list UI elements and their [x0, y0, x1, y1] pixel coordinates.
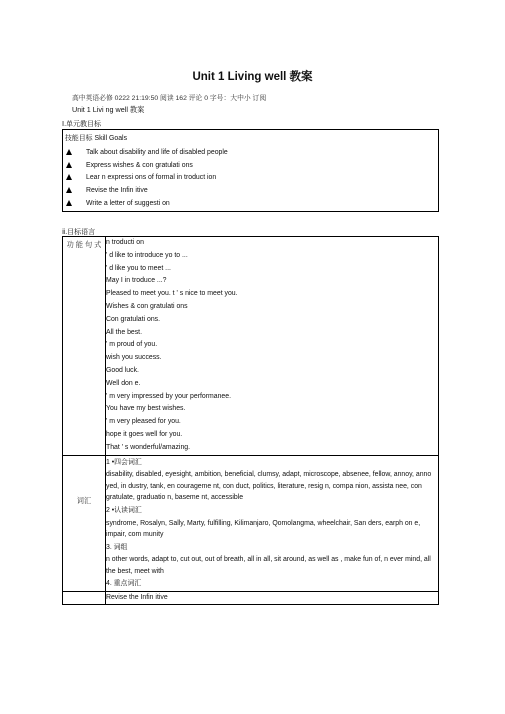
function-line: hope it goes well for you.: [106, 430, 183, 438]
vocab-heading: 2 •认读词汇: [106, 506, 142, 514]
function-line: Well don e.: [106, 379, 141, 387]
function-line: Pleased to meet you. t ' s nice to meet you.: [106, 290, 238, 298]
function-line: You have my best wishes.: [106, 405, 186, 413]
functions-label-cell: [63, 237, 106, 456]
empty-label-cell: [63, 592, 106, 605]
vocab-list: syndrome, Rosalyn, Sally, Marty, fulfilling, Kilimanjaro, Qomolangma, wheelchair, San ders, earph on e, impair, com munity: [106, 519, 421, 539]
vocab-heading: 4. 重点词汇: [106, 580, 142, 588]
target-language-table: [62, 236, 439, 605]
triangle-bullet-icon: [66, 174, 72, 180]
function-line: ' d like to introduce yo to ...: [106, 251, 188, 259]
vocab-heading: 3. 词组: [106, 543, 128, 551]
table-row: [63, 237, 439, 456]
function-line: wish you success.: [106, 354, 162, 362]
functions-label: 功 能 句 式: [66, 240, 102, 249]
triangle-bullet-icon: [66, 200, 72, 206]
doc-subtitle: Unit 1 Livi ng well 教案: [72, 105, 145, 114]
vocabulary-content-cell: [106, 455, 439, 592]
function-line: ' m proud of you.: [106, 341, 158, 349]
triangle-bullet-icon: [66, 149, 72, 155]
function-line: n troducti on: [106, 239, 144, 246]
section-heading-language: ⅱ.目标语言: [62, 229, 96, 236]
function-line: ' m very pleased for you.: [106, 418, 181, 426]
triangle-bullet-icon: [66, 187, 72, 193]
function-line: ' m very impressed by your performanee.: [106, 392, 232, 400]
skill-goal-item: Talk about disability and life of disabled people: [66, 149, 72, 156]
vocabulary-label-cell: [63, 455, 106, 592]
skill-goals-box: [62, 129, 439, 212]
table-row: [63, 592, 439, 605]
vocabulary-label: 词汇: [76, 495, 92, 505]
table-row: [63, 455, 439, 592]
function-line: May I in troduce ...?: [106, 277, 167, 285]
vocab-list: n other words, adapt to, cut out, out of breath, all in all, sit around, as well as , make fun of, n ever mind, all the best, meet with: [106, 556, 431, 575]
function-line: Con gratulati ons.: [106, 315, 161, 323]
post-meta: 高中英语必修 0222 21:19:50 阅读 162 评论 0 字号：大中小 订阅: [72, 95, 267, 102]
skill-goal-item: Revise the Infin itive: [66, 187, 72, 194]
skill-goals-header: 技能目标 Skill Goals: [65, 135, 128, 142]
functions-content-cell: [106, 237, 439, 456]
grammar-row: Revise the Infin itive: [106, 592, 439, 605]
function-line: Good luck.: [106, 366, 139, 374]
function-line: Wishes & con gratulati ons: [106, 302, 188, 310]
function-line: ' d like you to meet ...: [106, 264, 171, 272]
vocab-heading: 1 •四会词汇: [106, 458, 142, 466]
skill-goal-item: Write a letter of suggesti on: [66, 200, 72, 207]
skill-goal-item: Express wishes & con gratulati ons: [66, 162, 72, 169]
function-line: That ' s wonderful/amazing.: [106, 443, 191, 451]
page-title: Unit 1 Living well 教案: [192, 71, 313, 83]
section-heading-goals: Ⅰ.单元教目标: [62, 121, 102, 128]
function-line: All the best.: [106, 328, 143, 336]
skill-goal-item: Lear n expressi ons of formal in troduct ion: [66, 174, 72, 181]
triangle-bullet-icon: [66, 162, 72, 168]
vocab-list: disability, disabled, eyesight, ambition, beneficial, clumsy, adapt, microscope, absenee, fellow, annoy, anno yed, in dustry, tank, en courageme nt, con duct, politics, literature, resig n, compa nion, assista nee, con gratulate, graduatio n, baseme nt, accessible: [106, 471, 432, 502]
